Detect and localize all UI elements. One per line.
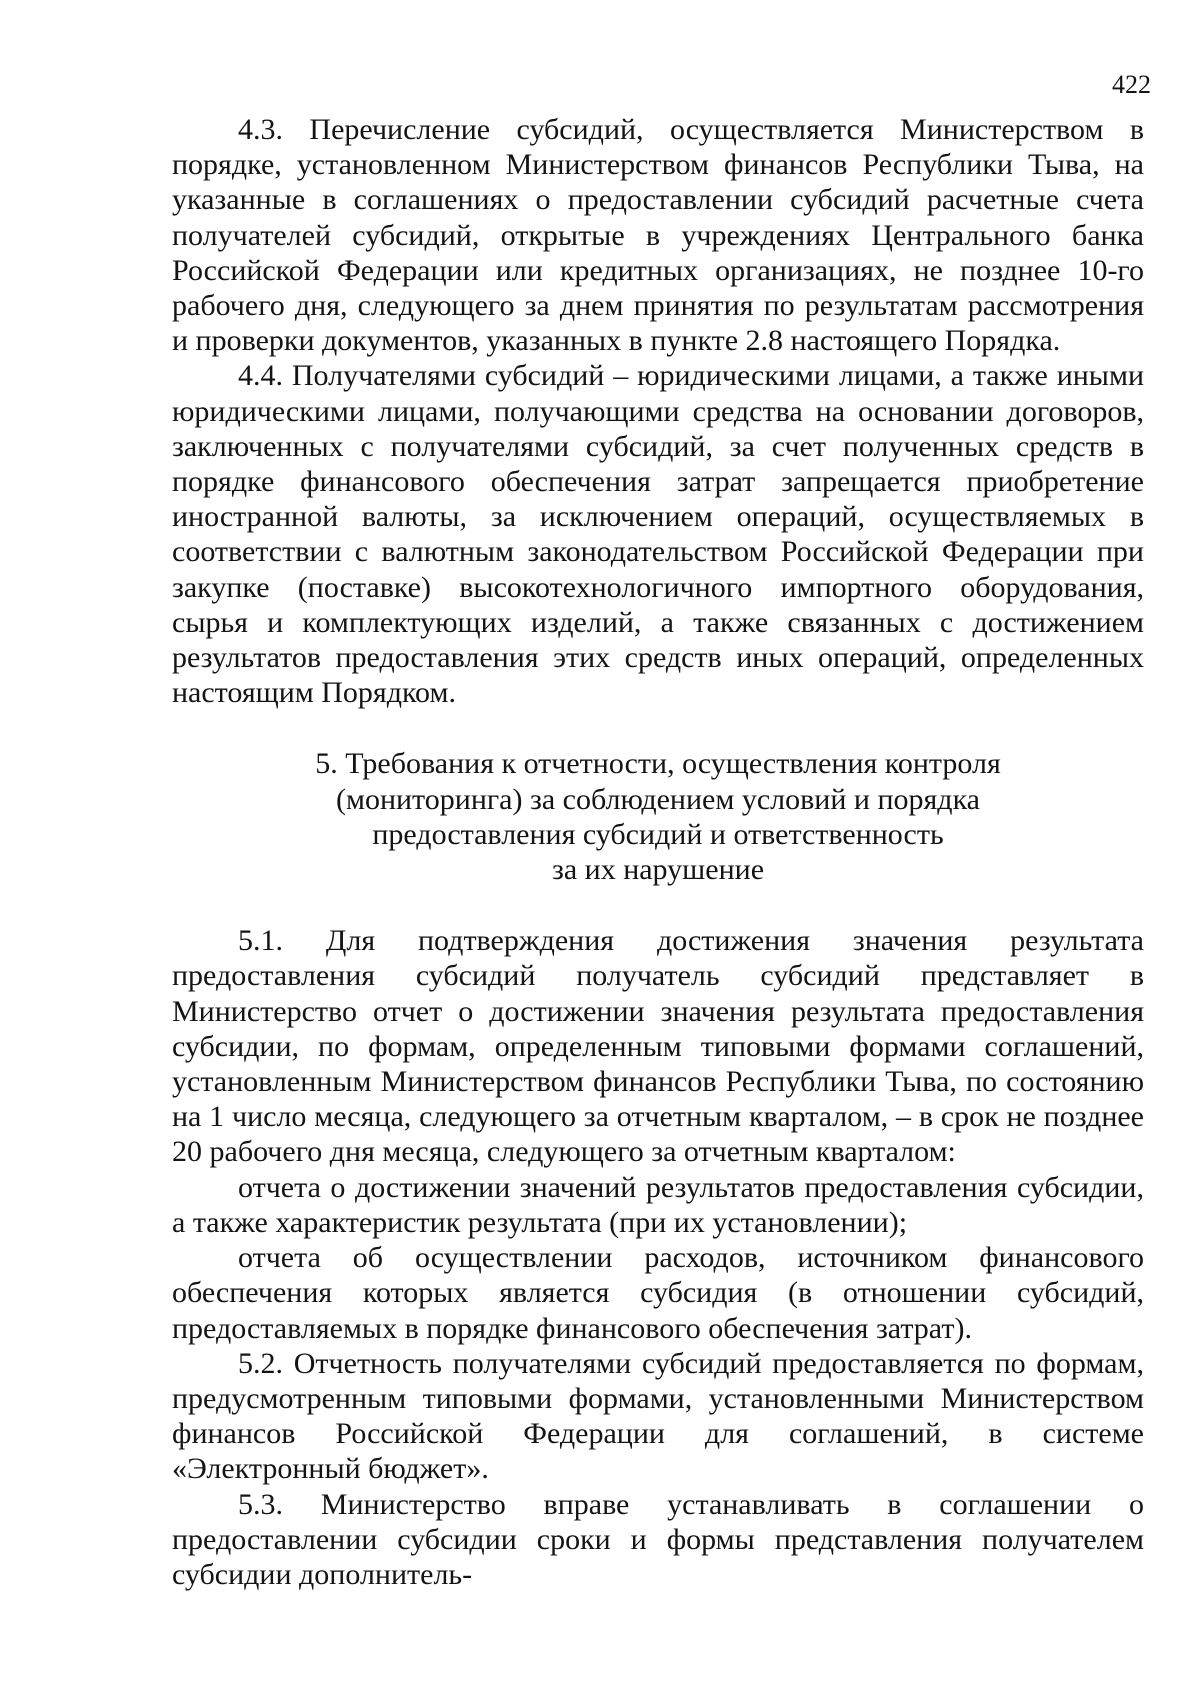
document-body xyxy=(172,112,1144,1592)
paragraph-4-4: 4.4. Получателями субсидий – юридическими лицами, а также иными юридическими лицами, получающими средства на основании договоров, заключенных с получателями субсидий, за счет полученных средств в порядке финансового обеспечения затрат запрещается приобретение иностранной валюты, за исключением операций, осуществляемых в соответствии с валютным законодательством Российской Федерации при закупке (поставке) высокотехнологичного импортного оборудования, сырья и комплектующих изделий, а также связанных с достижением результатов предоставления этих средств иных операций, определенных настоящим Порядком. xyxy=(172,359,1144,710)
paragraph-5-3: 5.3. Министерство вправе устанавливать в соглашении о предоставлении субсидии сроки и формы представления получателем субсидии дополнитель- xyxy=(172,1487,1144,1591)
section-5-heading xyxy=(172,746,1144,887)
paragraph-5-2: 5.2. Отчетность получателями субсидий предоставляется по формам, предусмотренным типовыми формами, установленными Министерством финансов Российской Федерации для соглашений, в системе «Электронный бюджет». xyxy=(172,1346,1144,1486)
section-heading-line: за их нарушение xyxy=(551,853,765,887)
section-heading-line: предоставления субсидий и ответственность xyxy=(372,817,944,851)
paragraph-4-3: 4.3. Перечисление субсидий, осуществляется Министерством в порядке, установленном Министерством финансов Республики Тыва, на указанные в соглашениях о предоставлении субсидий расчетные счета получателей субсидий, открытые в учреждениях Центрального банка Российской Федерации или кредитных организациях, не позднее 10-го рабочего дня, следующего за днем принятия по результатам рассмотрения и проверки документов, указанных в пункте 2.8 настоящего Порядка. xyxy=(172,113,1144,358)
section-heading-line: (мониторинга) за соблюдением условий и порядка xyxy=(335,782,981,816)
paragraph-5-1-item-1: отчета о достижении значений результатов предоставления субсидии, а также характеристик результата (при их установлении); xyxy=(172,1170,1144,1239)
page-number: 422 xyxy=(1112,70,1151,99)
paragraph-5-1-item-2: отчета об осуществлении расходов, источником финансового обеспечения которых является субсидия (в отношении субсидий, предоставляемых в порядке финансового обеспечения затрат). xyxy=(172,1241,1144,1345)
paragraph-5-1: 5.1. Для подтверждения достижения значения результата предоставления субсидий получатель субсидий представляет в Министерство отчет о достижении значения результата предоставления субсидии, по формам, определенным типовыми формами соглашений, установленным Министерством финансов Республики Тыва, по состоянию на 1 число месяца, следующего за отчетным кварталом, – в срок не позднее 20 рабочего дня месяца, следующего за отчетным кварталом: xyxy=(172,924,1144,1169)
section-heading-line: 5. Требования к отчетности, осуществления контроля xyxy=(315,747,1001,781)
